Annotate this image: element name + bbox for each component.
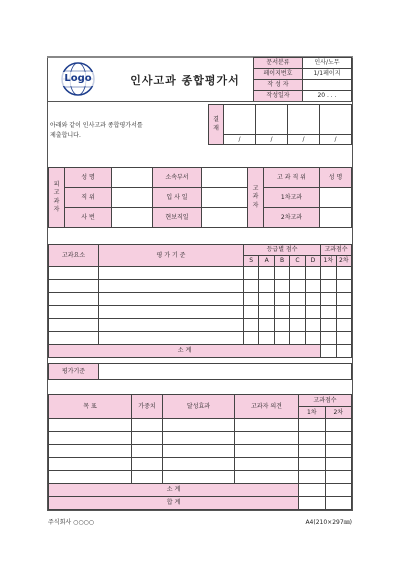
table-row — [49, 293, 352, 306]
eval-standard-value[interactable] — [99, 364, 352, 380]
meta-label: 작성일자 — [254, 91, 303, 102]
dept-label: 소속부서 — [153, 168, 202, 188]
table-row — [49, 419, 352, 432]
meta-value[interactable]: 20 . . . — [303, 91, 352, 102]
eval-standard-label: 평가기준 — [49, 364, 99, 380]
position-label: 직 위 — [65, 188, 112, 208]
table-row — [49, 458, 352, 471]
meta-label: 페이지번호 — [254, 69, 303, 80]
goal-total-label: 합 계 — [49, 497, 299, 510]
table-row — [49, 432, 352, 445]
subtotal-1st[interactable] — [321, 345, 336, 358]
approval-sign-cell[interactable] — [288, 105, 320, 135]
dept-value[interactable] — [202, 168, 248, 188]
table-row — [49, 306, 352, 319]
intro-line-2: 제출합니다. — [50, 132, 81, 139]
rater-2-label: 2차고과 — [264, 208, 320, 228]
approval-sign-cell[interactable] — [256, 105, 288, 135]
grade-d: D — [305, 256, 320, 267]
table-row — [49, 471, 352, 484]
meta-label: 작 성 자 — [254, 80, 303, 91]
meta-label: 문서분류 — [254, 58, 303, 69]
col-result: 달성효과 — [163, 395, 235, 419]
col-goal: 목 표 — [49, 395, 132, 419]
rater-position-label: 고 과 직 위 — [264, 168, 320, 188]
ratee-label: 피 고 과 자 — [49, 168, 65, 228]
approval-date: / — [256, 135, 288, 145]
col-score: 고과점수 — [321, 245, 352, 256]
table-row — [49, 319, 352, 332]
people-table — [48, 167, 352, 228]
approval-sign-cell[interactable] — [320, 105, 352, 135]
position-value[interactable] — [112, 188, 153, 208]
goal-total-row — [49, 497, 352, 510]
col-criteria: 평 가 기 준 — [99, 245, 244, 267]
rater-1-label: 1차고과 — [264, 188, 320, 208]
goal-subtotal-row — [49, 484, 352, 497]
eval-standard-table — [48, 363, 352, 380]
approval-sign-cell[interactable] — [224, 105, 256, 135]
subtotal-row — [49, 345, 352, 358]
table-row — [49, 445, 352, 458]
approval-date: / — [320, 135, 352, 145]
meta-table — [253, 57, 352, 102]
goal-total-1st[interactable] — [299, 497, 326, 510]
duty-label: 현보직일 — [153, 208, 202, 228]
approval-table — [208, 104, 352, 145]
col-grade: 등급별 점수 — [244, 245, 321, 256]
table-row — [49, 267, 352, 280]
score-1st: 1차 — [321, 256, 336, 267]
footer-company: 주식회사 ○○○○ — [48, 519, 95, 526]
col-goal-score: 고과점수 — [299, 395, 352, 407]
emp-no-value[interactable] — [112, 208, 153, 228]
goal-score-2nd: 2차 — [325, 407, 352, 419]
goal-subtotal-1st[interactable] — [299, 484, 326, 497]
intro-line-1: 아래와 같이 인사고과 종합평가서를 — [50, 122, 143, 129]
rater-name-label: 성 명 — [320, 168, 352, 188]
col-weight: 가중치 — [132, 395, 163, 419]
grade-a: A — [259, 256, 274, 267]
rater-1-name[interactable] — [320, 188, 352, 208]
logo-text: Logo — [61, 72, 95, 86]
emp-no-label: 사 번 — [65, 208, 112, 228]
approval-date: / — [288, 135, 320, 145]
duty-value[interactable] — [202, 208, 248, 228]
goal-score-1st: 1차 — [299, 407, 326, 419]
footer-paper-size: A4(210×297㎜) — [305, 519, 352, 526]
grade-b: B — [274, 256, 289, 267]
meta-value[interactable] — [303, 80, 352, 91]
name-value[interactable] — [112, 168, 153, 188]
goal-table — [48, 394, 352, 510]
rater-2-name[interactable] — [320, 208, 352, 228]
eval-table — [48, 244, 352, 358]
grade-s: S — [244, 256, 259, 267]
rater-label: 고 과 자 — [248, 168, 264, 228]
score-2nd: 2차 — [336, 256, 351, 267]
hire-date-label: 입 사 일 — [153, 188, 202, 208]
meta-value: 1/1페이지 — [303, 69, 352, 80]
logo-icon — [61, 62, 95, 96]
approval-label: 결 재 — [209, 105, 224, 145]
hire-date-value[interactable] — [202, 188, 248, 208]
grade-c: C — [290, 256, 305, 267]
subtotal-label: 소 계 — [49, 345, 321, 358]
subtotal-2nd[interactable] — [336, 345, 351, 358]
meta-value: 인사/노무 — [303, 58, 352, 69]
goal-subtotal-label: 소 계 — [49, 484, 299, 497]
col-opinion: 고과자 의견 — [235, 395, 299, 419]
table-row — [49, 280, 352, 293]
approval-date: / — [224, 135, 256, 145]
col-element: 고과요소 — [49, 245, 99, 267]
document-title: 인사고과 종합평가서 — [130, 74, 240, 87]
goal-subtotal-2nd[interactable] — [325, 484, 352, 497]
table-row — [49, 332, 352, 345]
header-bottom-rule — [47, 101, 353, 102]
name-label: 성 명 — [65, 168, 112, 188]
goal-total-2nd[interactable] — [325, 497, 352, 510]
